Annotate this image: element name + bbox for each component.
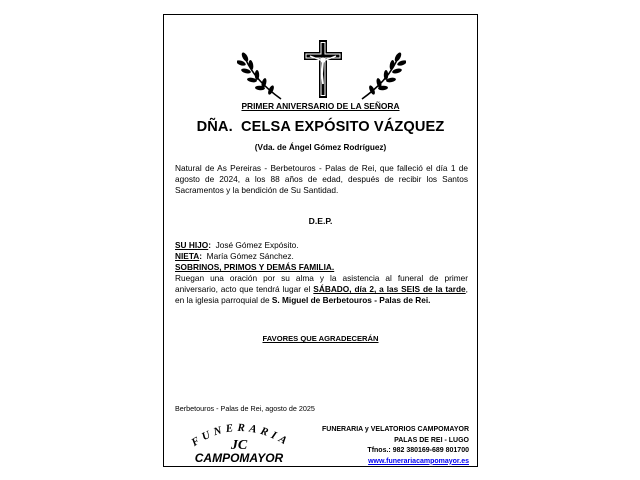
dep-text: D.E.P. [308, 216, 333, 226]
funeraria-logo [172, 418, 307, 464]
church-name: S. Miguel de Berbetouros - Palas de Rei. [271, 295, 431, 305]
company-name: FUNERARIA y VELATORIOS CAMPOMAYOR [321, 426, 469, 433]
deceased-name: DÑA. CELSA EXPÓSITO VÁZQUEZ [196, 119, 445, 135]
company-website-link[interactable]: www.funerariacampomayor.es [368, 457, 469, 465]
crucifix-icon [302, 40, 344, 98]
place-date: Berbetouros - Palas de Rei, agosto de 2025 [175, 404, 315, 413]
company-phones: Tfnos.: 982 380169-689 801700 [367, 447, 469, 454]
service-text-1: Ruegan una oración por su alma y la asistencia al funeral de primer aniversario, acto que tendrá lugar el [175, 273, 468, 294]
funeral-home-contact [322, 425, 469, 467]
thanks-note: FAVORES QUE AGRADECERÁN [262, 334, 379, 343]
service-paragraph [175, 273, 468, 306]
son-name: José Gómez Expósito. [215, 240, 299, 250]
granddaughter-name: María Gómez Sánchez. [206, 251, 294, 261]
obituary-card [163, 14, 478, 467]
widow-note: (Vda. de Ángel Gómez Rodríguez) [254, 143, 387, 152]
service-text-2: , en la iglesia parroquial de [175, 284, 468, 305]
laurel-branch-left-icon [237, 49, 287, 101]
family-son-line: SU HIJO: José Gómez Expósito. [175, 240, 299, 250]
son-label: SU HIJO [175, 240, 209, 250]
laurel-branch-right-icon [356, 49, 406, 101]
family-granddaughter-line: NIETA: María Gómez Sánchez. [175, 251, 294, 261]
company-location: PALAS DE REI - LUGO [394, 436, 469, 444]
logo-name: CAMPOMAYOR [194, 451, 284, 464]
logo-monogram: JC [230, 438, 248, 453]
family-others-line: SOBRINOS, PRIMOS Y DEMÁS FAMILIA. [175, 262, 335, 272]
intro-paragraph: Natural de As Pereiras - Berbetouros - Palas de Rei, que falleció el día 1 de agosto de 2024, a los 88 años de edad, después de recibir los Santos Sacramentos y la bendición de Su Santidad. [175, 163, 468, 195]
service-date: SÁBADO, día 2, a las SEIS de la tarde [313, 284, 466, 294]
logo-arc-text: FUNERARIA [189, 421, 293, 450]
anniversary-heading: PRIMER ANIVERSARIO DE LA SEÑORA [241, 101, 400, 111]
granddaughter-label: NIETA [175, 251, 200, 261]
